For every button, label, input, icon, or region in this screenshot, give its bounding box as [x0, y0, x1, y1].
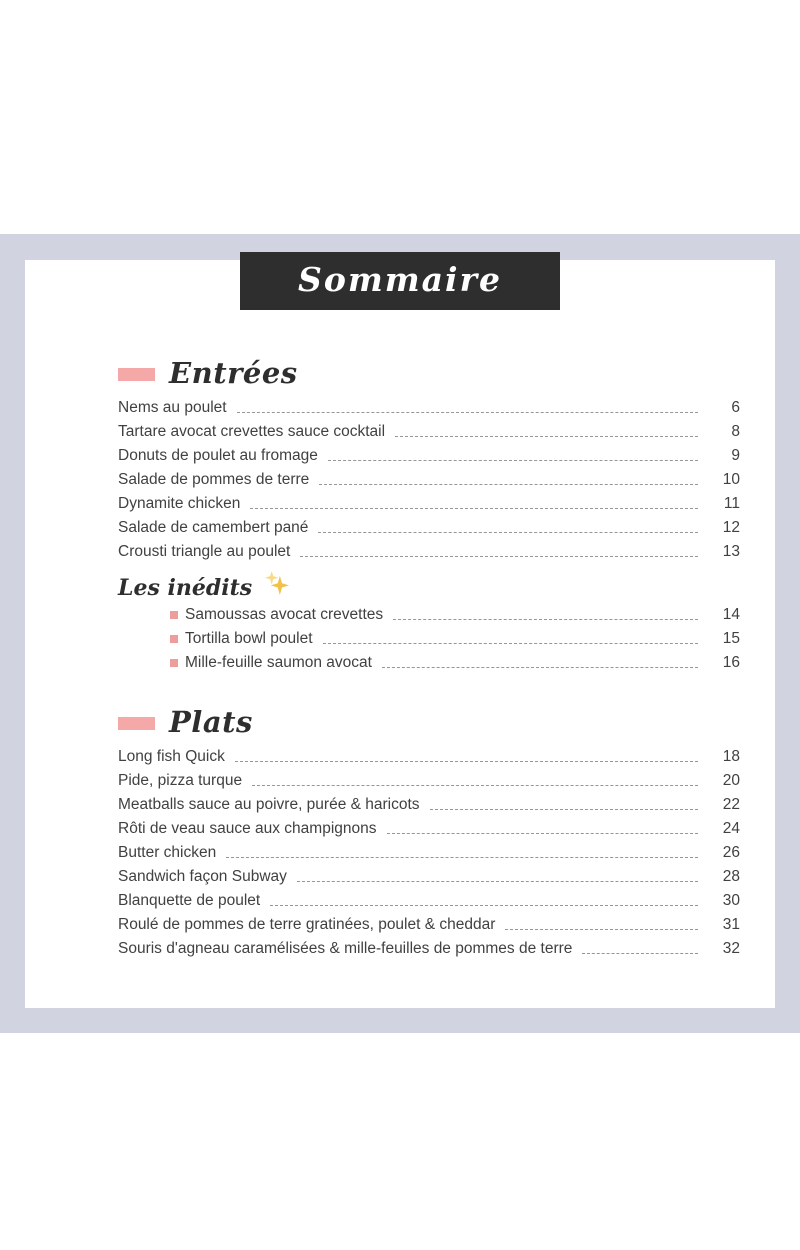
toc-row — [118, 937, 740, 961]
dotted-leader — [430, 793, 698, 810]
dotted-leader — [319, 468, 698, 485]
page-number: 26 — [722, 844, 740, 861]
toc-section-plats — [118, 703, 740, 961]
toc-row — [118, 841, 740, 865]
toc-entry-label: Butter chicken — [118, 844, 217, 861]
sparkles-icon — [264, 570, 289, 600]
toc-row — [118, 913, 740, 937]
page-number: 6 — [731, 399, 740, 416]
page-number: 30 — [722, 892, 740, 909]
toc-entry-label: Crousti triangle au poulet — [118, 543, 291, 560]
toc-entry-label: Nems au poulet — [118, 399, 227, 416]
square-bullet-icon — [170, 635, 178, 643]
toc-entry-label: Salade de pommes de terre — [118, 471, 310, 488]
toc-entry-label: Mille-feuille saumon avocat — [170, 651, 372, 675]
toc-entry-label: Donuts de poulet au fromage — [118, 447, 318, 464]
dotted-leader — [323, 627, 698, 644]
toc-list-plats — [118, 745, 740, 961]
toc-row — [118, 516, 740, 540]
toc-entry-label: Pide, pizza turque — [118, 772, 243, 789]
page-number: 16 — [722, 654, 740, 671]
dotted-leader — [505, 913, 698, 930]
toc-entry-label: Salade de camembert pané — [118, 519, 309, 536]
section-heading-les-inedits — [118, 573, 740, 603]
page-number: 10 — [722, 471, 740, 488]
dotted-leader — [297, 865, 698, 882]
page-number: 24 — [722, 820, 740, 837]
toc-row — [118, 492, 740, 516]
dotted-leader — [237, 396, 698, 413]
toc-row — [118, 396, 740, 420]
toc-entry-label: Long fish Quick — [118, 748, 225, 765]
dotted-leader — [300, 540, 698, 557]
section-title: Plats — [169, 705, 253, 739]
toc-row — [118, 603, 740, 627]
dotted-leader — [395, 420, 698, 437]
dotted-leader — [250, 492, 698, 509]
page-number: 8 — [731, 423, 740, 440]
page-number: 13 — [722, 543, 740, 560]
toc-section-entrees — [118, 354, 740, 564]
toc-section-les-inedits — [118, 573, 740, 675]
toc-row — [118, 793, 740, 817]
toc-row — [118, 444, 740, 468]
square-bullet-icon — [170, 659, 178, 667]
dotted-leader — [252, 769, 698, 786]
toc-entry-label: Samoussas avocat crevettes — [170, 603, 383, 627]
toc-entry-label: Rôti de veau sauce aux champignons — [118, 820, 377, 837]
page-number: 22 — [722, 796, 740, 813]
dotted-leader — [382, 651, 698, 668]
page-number: 15 — [722, 630, 740, 647]
toc-row — [118, 817, 740, 841]
toc-row — [118, 865, 740, 889]
toc-entry-label: Tartare avocat crevettes sauce cocktail — [118, 423, 386, 440]
toc-entry-label: Dynamite chicken — [118, 495, 241, 512]
dotted-leader — [226, 841, 698, 858]
toc-list-entrees — [118, 396, 740, 564]
toc-row — [118, 651, 740, 675]
section-title: Les inédits — [118, 575, 253, 601]
toc-row — [118, 889, 740, 913]
dotted-leader — [235, 745, 698, 762]
page-number: 32 — [722, 940, 740, 957]
page-number: 9 — [731, 447, 740, 464]
toc-row — [118, 769, 740, 793]
page-number: 20 — [722, 772, 740, 789]
toc-entry-label: Tortilla bowl poulet — [170, 627, 313, 651]
page-title: Sommaire — [298, 259, 502, 299]
toc-entry-label: Roulé de pommes de terre gratinées, poulet & cheddar — [118, 916, 496, 933]
toc-row — [118, 745, 740, 769]
dotted-leader — [328, 444, 698, 461]
page-number: 31 — [722, 916, 740, 933]
section-heading-plats — [118, 703, 740, 741]
section-heading-entrees — [118, 354, 740, 392]
toc-entry-label: Blanquette de poulet — [118, 892, 261, 909]
toc-entry-label: Meatballs sauce au poivre, purée & haricots — [118, 796, 420, 813]
dotted-leader — [393, 603, 698, 620]
toc-entry-label: Souris d'agneau caramélisées & mille-feuilles de pommes de terre — [118, 940, 573, 957]
toc-row — [118, 420, 740, 444]
page-number: 12 — [722, 519, 740, 536]
dotted-leader — [270, 889, 698, 906]
page-number: 11 — [723, 495, 740, 512]
toc-row — [118, 540, 740, 564]
toc-row — [118, 468, 740, 492]
dotted-leader — [387, 817, 699, 834]
pink-accent-bar — [118, 368, 155, 381]
page-number: 28 — [722, 868, 740, 885]
dotted-leader — [318, 516, 698, 533]
page-number: 18 — [722, 748, 740, 765]
table-of-contents — [118, 354, 740, 961]
toc-list-les-inedits — [118, 603, 740, 675]
pink-accent-bar — [118, 717, 155, 730]
page-number: 14 — [722, 606, 740, 623]
toc-row — [118, 627, 740, 651]
toc-content — [25, 260, 775, 1008]
toc-entry-label: Sandwich façon Subway — [118, 868, 287, 885]
section-title: Entrées — [169, 356, 298, 390]
square-bullet-icon — [170, 611, 178, 619]
dotted-leader — [582, 937, 698, 954]
